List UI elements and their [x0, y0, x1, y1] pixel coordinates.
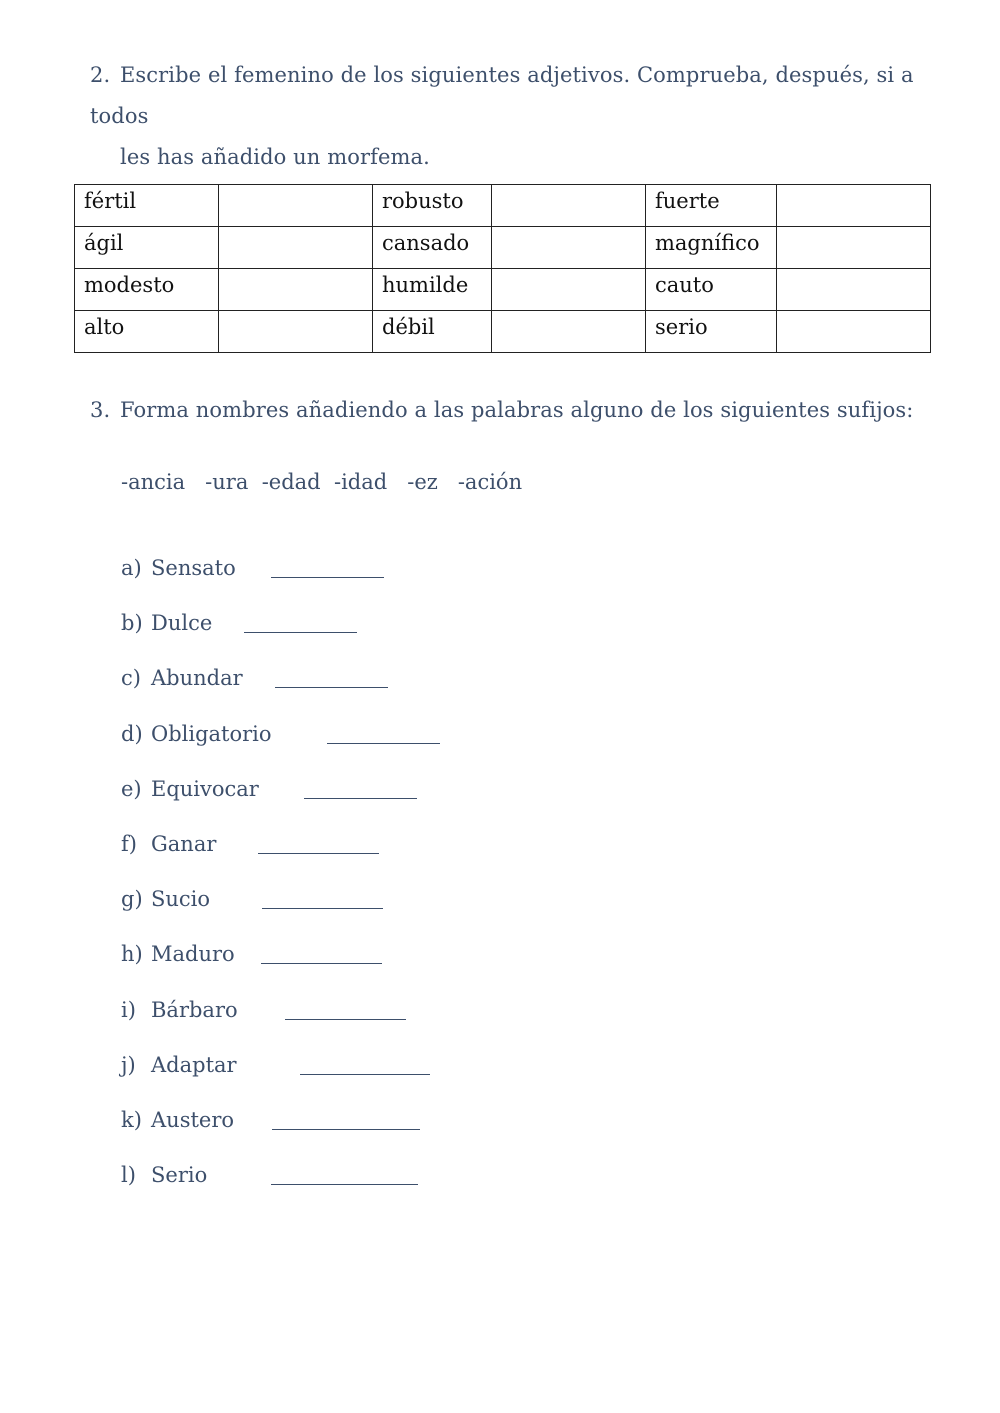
- word-list: [121, 552, 272, 1214]
- list-item: [121, 607, 272, 662]
- adjective-cell: ágil: [75, 227, 219, 269]
- exercise-2-title-line-2: les has añadido un morfema.: [120, 145, 430, 169]
- list-item: [121, 1104, 272, 1159]
- item-letter: j): [121, 1052, 136, 1077]
- item-letter: i): [121, 997, 136, 1022]
- item-word: Sensato: [151, 556, 236, 580]
- item-word: Austero: [151, 1107, 235, 1132]
- answer-blank[interactable]: [262, 908, 383, 909]
- item-letter: a): [121, 556, 142, 580]
- answer-blank[interactable]: [285, 1019, 406, 1020]
- adjective-cell: alto: [75, 311, 219, 353]
- answer-blank[interactable]: [271, 577, 384, 578]
- adjective-cell: cansado: [373, 227, 492, 269]
- feminine-answer-cell[interactable]: [492, 185, 646, 227]
- exercise-2-instructions: [90, 55, 950, 178]
- list-item: [121, 828, 272, 883]
- feminine-answer-cell[interactable]: [492, 227, 646, 269]
- answer-blank[interactable]: [271, 1184, 418, 1185]
- adjective-cell: humilde: [373, 269, 492, 311]
- list-item: [121, 994, 272, 1049]
- feminine-answer-cell[interactable]: [777, 185, 931, 227]
- feminine-answer-cell[interactable]: [219, 311, 373, 353]
- item-word: Abundar: [151, 666, 243, 691]
- list-item: [121, 883, 272, 938]
- item-letter: g): [121, 887, 143, 912]
- adjective-cell: magnífico: [646, 227, 777, 269]
- item-letter: d): [121, 721, 143, 746]
- suffix-list: -ancia -ura -edad -idad -ez -ación: [121, 470, 523, 494]
- list-item: [121, 552, 272, 607]
- answer-blank[interactable]: [304, 798, 417, 799]
- adjective-cell: modesto: [75, 269, 219, 311]
- table-row: [75, 269, 931, 311]
- list-item: [121, 1159, 272, 1214]
- answer-blank[interactable]: [275, 687, 388, 688]
- adjective-cell: débil: [373, 311, 492, 353]
- feminine-answer-cell[interactable]: [492, 311, 646, 353]
- exercise-2-number: 2.: [90, 63, 111, 87]
- adjective-cell: fértil: [75, 185, 219, 227]
- item-word: Serio: [151, 1163, 208, 1188]
- item-word: Obligatorio: [151, 721, 272, 746]
- adjective-cell: robusto: [373, 185, 492, 227]
- answer-blank[interactable]: [300, 1074, 430, 1075]
- list-item: [121, 662, 272, 717]
- item-letter: h): [121, 942, 143, 967]
- item-letter: e): [121, 776, 142, 801]
- answer-blank[interactable]: [261, 963, 382, 964]
- item-word: Sucio: [151, 887, 211, 912]
- item-word: Maduro: [151, 942, 235, 967]
- item-word: Equivocar: [151, 776, 259, 801]
- feminine-answer-cell[interactable]: [777, 311, 931, 353]
- table-row: [75, 185, 931, 227]
- item-word: Adaptar: [151, 1052, 237, 1077]
- adjective-cell: fuerte: [646, 185, 777, 227]
- item-letter: b): [121, 611, 143, 636]
- exercise-2-title-line-1: Escribe el femenino de los siguientes adjetivos. Comprueba, después, si a todos: [90, 63, 914, 128]
- table-row: [75, 311, 931, 353]
- item-word: Ganar: [151, 831, 217, 856]
- adjective-cell: serio: [646, 311, 777, 353]
- item-word: Dulce: [151, 611, 213, 636]
- item-word: Bárbaro: [151, 997, 238, 1022]
- feminine-answer-cell[interactable]: [777, 269, 931, 311]
- feminine-answer-cell[interactable]: [777, 227, 931, 269]
- feminine-answer-cell[interactable]: [219, 185, 373, 227]
- list-item: [121, 938, 272, 993]
- feminine-answer-cell[interactable]: [219, 227, 373, 269]
- answer-blank[interactable]: [327, 743, 440, 744]
- table-row: [75, 227, 931, 269]
- list-item: [121, 773, 272, 828]
- list-item: [121, 718, 272, 773]
- answer-blank[interactable]: [244, 632, 357, 633]
- answer-blank[interactable]: [272, 1129, 420, 1130]
- answer-blank[interactable]: [258, 853, 379, 854]
- item-letter: k): [121, 1107, 142, 1132]
- item-letter: l): [121, 1163, 136, 1188]
- exercise-3-number: 3.: [90, 398, 111, 422]
- exercise-3-instructions: [90, 390, 950, 431]
- adjective-cell: cauto: [646, 269, 777, 311]
- item-letter: f): [121, 831, 137, 856]
- feminine-answer-cell[interactable]: [492, 269, 646, 311]
- adjectives-table: [74, 184, 931, 353]
- feminine-answer-cell[interactable]: [219, 269, 373, 311]
- list-item: [121, 1049, 272, 1104]
- item-letter: c): [121, 666, 141, 691]
- exercise-3-title: Forma nombres añadiendo a las palabras alguno de los siguientes sufijos:: [120, 398, 914, 422]
